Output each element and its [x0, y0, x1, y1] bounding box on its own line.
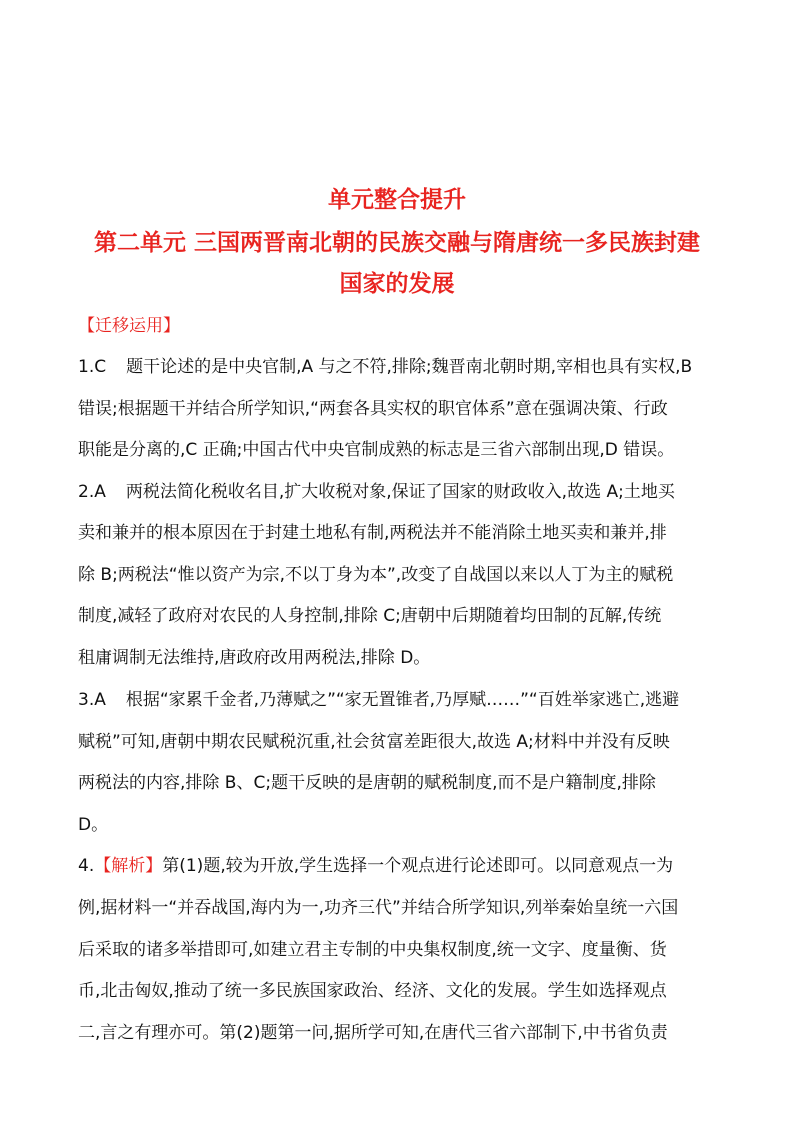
- answer-2-line-5: 租庸调制无法维持,唐政府改用两税法,排除 D。: [78, 648, 431, 668]
- answer-2-line-1: [78, 480, 675, 504]
- answer-text: 两税法简化税收名目,扩大收税对象,保证了国家的财政收入,故选 A;土地买: [125, 482, 675, 502]
- answer-number: 2.A: [78, 482, 106, 502]
- answer-3-line-3: 两税法的内容,排除 B、C;题干反映的是唐朝的赋税制度,而不是户籍制度,排除: [78, 773, 656, 793]
- answer-text: 第(1)题,较为开放,学生选择一个观点进行论述即可。以同意观点一为: [162, 856, 674, 876]
- answer-number: 3.A: [78, 690, 106, 710]
- answer-1-line-3: 职能是分离的,C 正确;中国古代中央官制成熟的标志是三省六部制出现,D 错误。: [78, 440, 675, 460]
- answer-text: 根据“家累千金者,乃薄赋之”“家无置锥者,乃厚赋……”“百姓举家逃亡,逃避: [125, 690, 680, 710]
- unit-title-line2: 国家的发展: [339, 271, 455, 297]
- answer-2-line-4: 制度,减轻了政府对农民的人身控制,排除 C;唐朝中后期随着均田制的瓦解,传统: [78, 606, 662, 626]
- answer-4-line-5: 二,言之有理亦可。第(2)题第一问,据所学可知,在唐代三省六部制下,中书省负责: [78, 1023, 668, 1043]
- answer-1-line-2: 错误;根据题干并结合所学知识,“两套各具实权的职官体系”意在强调决策、行政: [78, 399, 668, 419]
- unit-title-line1: 第二单元 三国两晋南北朝的民族交融与隋唐统一多民族封建: [93, 230, 700, 256]
- answer-3-line-2: 赋税”可知,唐朝中期农民赋税沉重,社会贫富差距很大,故选 A;材料中并没有反映: [78, 732, 670, 752]
- answer-4-line-3: 后采取的诸多举措即可,如建立君主专制的中央集权制度,统一文字、度量衡、货: [78, 940, 667, 960]
- answer-3-line-4: D。: [78, 815, 109, 835]
- answer-number: 4.: [78, 856, 95, 876]
- answer-2-line-3: 除 B;两税法“惟以资产为宗,不以丁身为本”,改变了自战国以来以人丁为主的赋税: [78, 565, 674, 585]
- answer-1-line-1: [78, 355, 692, 379]
- answer-3-line-1: [78, 688, 679, 712]
- answer-4-line-1: [78, 854, 673, 878]
- answer-text: 题干论述的是中央官制,A 与之不符,排除;魏晋南北朝时期,宰相也具有实权,B: [126, 357, 693, 377]
- answer-number: 1.C: [78, 357, 107, 377]
- section-label: 【迁移运用】: [78, 316, 180, 336]
- analysis-tag: 【解析】: [94, 856, 163, 876]
- page-title: 单元整合提升: [328, 187, 466, 213]
- answer-2-line-2: 卖和兼并的根本原因在于封建土地私有制,两税法并不能消除土地买卖和兼并,排: [78, 523, 667, 543]
- answer-4-line-4: 币,北击匈奴,推动了统一多民族国家政治、经济、文化的发展。学生如选择观点: [78, 981, 667, 1001]
- answer-4-line-2: 例,据材料一“并吞战国,海内为一,功齐三代”并结合所学知识,列举秦始皇统一六国: [78, 898, 679, 918]
